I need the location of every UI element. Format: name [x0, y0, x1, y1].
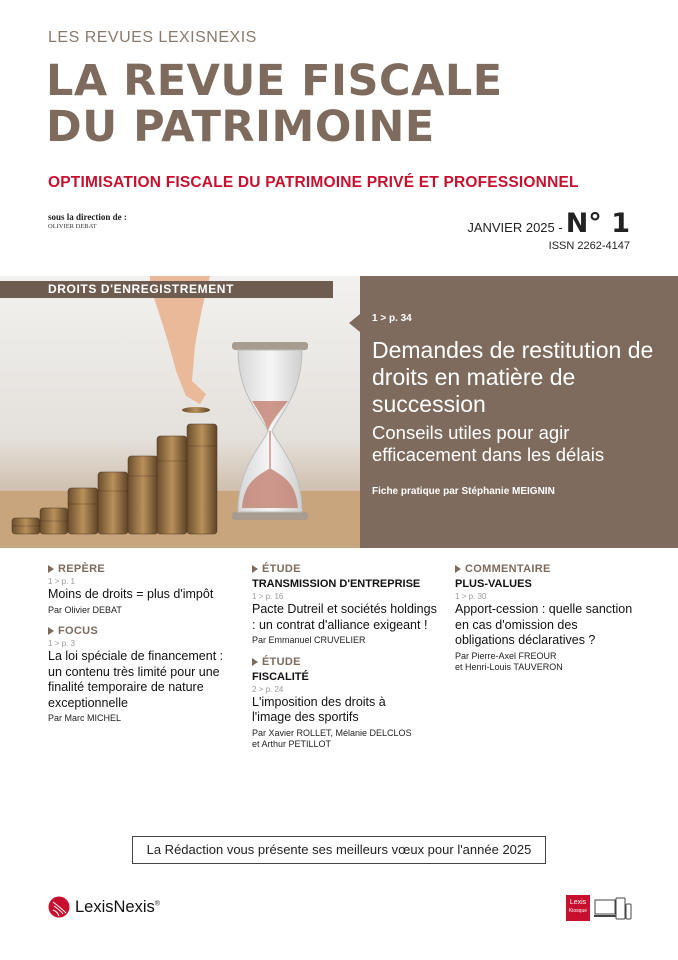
- issue-info: [467, 208, 630, 252]
- hero-image: [0, 276, 360, 548]
- lexis-kiosque-icon: Lexis Kiosque: [566, 895, 590, 921]
- article-title: Apport-cession : quelle sanction en cas d'omission des obligations déclaratives ?: [455, 602, 633, 647]
- director-name: OLIVIER DEBAT: [48, 223, 97, 230]
- editor-block: [48, 212, 127, 230]
- article-author: Par Xavier ROLLET, Mélanie DELCLOS et Arthur PETILLOT: [252, 727, 412, 749]
- page-ref: 1 > p. 1: [48, 577, 75, 586]
- issn: ISSN 2262-4147: [548, 240, 630, 252]
- triangle-icon: [48, 565, 54, 573]
- article-author: Par Olivier DEBAT: [48, 604, 122, 615]
- hero-panel: [360, 276, 678, 548]
- greetings-banner: La Rédaction vous présente ses meilleurs vœux pour l'année 2025: [132, 836, 546, 864]
- column-1: [48, 563, 238, 725]
- hero-section: [0, 276, 678, 548]
- rubric-label: DROITS D'ENREGISTREMENT: [0, 281, 333, 298]
- article-author: Par Pierre-Axel FREOUR et Henri-Louis TAUVERON: [455, 650, 563, 672]
- triangle-icon: [252, 565, 258, 573]
- triangle-icon: [455, 565, 461, 573]
- issue-date: JANVIER 2025 -: [467, 220, 563, 235]
- hero-headline: Demandes de restitution de droits en matière de succession: [372, 337, 654, 417]
- section-label-commentaire: COMMENTAIRE: [455, 563, 635, 575]
- title-line-2: DU PATRIMOINE: [46, 102, 435, 152]
- lexisnexis-logo-icon: [48, 896, 70, 918]
- article-kicker: TRANSMISSION D'ENTREPRISE: [252, 578, 421, 590]
- brand-name: LexisNexis®: [75, 897, 160, 916]
- journal-title: [46, 58, 503, 150]
- column-2: [252, 563, 442, 751]
- lexisnexis-logo: [48, 896, 160, 918]
- hero-deck: Conseils utiles pour agir efficacement dans les délais: [372, 422, 605, 465]
- triangle-icon: [252, 658, 258, 666]
- section-label-etude-2: ÉTUDE: [252, 656, 442, 668]
- direction-label: sous la direction de :: [48, 212, 127, 222]
- hero-byline: Fiche pratique par Stéphanie MEIGNIN: [372, 486, 555, 497]
- page-ref: 1 > p. 30: [455, 592, 487, 601]
- page-ref: 1 > p. 16: [252, 592, 284, 601]
- series-name: LES REVUES LEXISNEXIS: [48, 29, 257, 46]
- issue-number: N° 1: [565, 208, 630, 239]
- hero-page-ref: 1 > p. 34: [372, 313, 412, 324]
- article-kicker: FISCALITÉ: [252, 670, 309, 683]
- article-title: Pacte Dutreil et sociétés holdings : un contrat d'alliance exigeant !: [252, 602, 437, 632]
- article-title: La loi spéciale de financement : un contenu très limité pour une finalité temporaire de nature exceptionnelle: [48, 649, 224, 710]
- page-ref: 1 > p. 3: [48, 639, 75, 648]
- section-label-etude: ÉTUDE: [252, 563, 442, 575]
- triangle-icon: [48, 627, 54, 635]
- article-author: Par Marc MICHEL: [48, 713, 122, 723]
- coins-hourglass-image: [0, 276, 360, 548]
- article-title: Moins de droits = plus d'impôt: [48, 587, 214, 601]
- article-title: L'imposition des droits à l'image des sportifs: [252, 694, 386, 724]
- article-kicker: PLUS-VALUES: [455, 578, 532, 590]
- journal-subtitle: OPTIMISATION FISCALE DU PATRIMOINE PRIVÉ ET PROFESSIONNEL: [48, 174, 579, 191]
- section-label-repere: REPÈRE: [48, 563, 238, 575]
- column-3: [455, 563, 635, 674]
- section-label-focus: FOCUS: [48, 625, 238, 637]
- page-ref: 2 > p. 24: [252, 684, 284, 694]
- title-line-1: LA REVUE FISCALE: [46, 56, 503, 106]
- article-author: Par Emmanuel CRUVELIER: [252, 635, 366, 645]
- devices-icon: [594, 897, 632, 921]
